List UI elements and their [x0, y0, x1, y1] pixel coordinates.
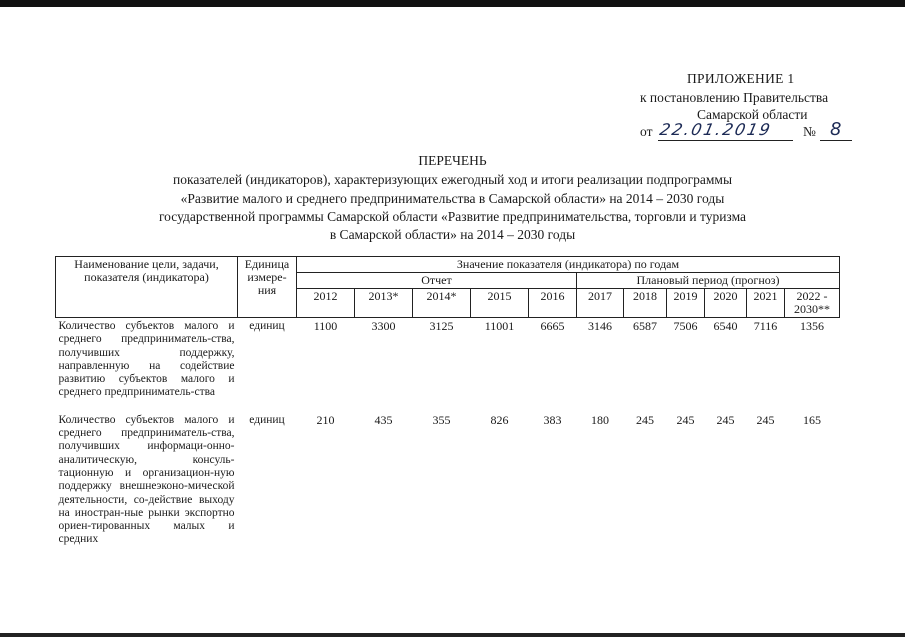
header-year: 2019 — [667, 289, 705, 318]
document-subtitle-line-4: в Самарской области» на 2014 – 2030 годы — [329, 227, 576, 242]
indicator-value: 6587 — [633, 319, 657, 333]
header-unit: Единица измере-ния — [238, 257, 297, 318]
appendix-title: ПРИЛОЖЕНИЕ 1 — [687, 71, 795, 86]
header-year: 2022 - 2030** — [785, 289, 840, 318]
indicator-value: 7506 — [673, 319, 698, 333]
indicator-value: 180 — [591, 412, 609, 427]
header-report: Отчет — [297, 273, 577, 289]
header-year: 2016 — [529, 289, 577, 318]
header-year: 2017 — [577, 289, 624, 318]
scan-edge-bottom — [0, 633, 905, 637]
table-row — [56, 412, 840, 547]
row-spacer — [56, 400, 840, 412]
indicator-unit: единиц — [249, 320, 285, 332]
header-year: 2013* — [355, 289, 413, 318]
indicator-value: 245 — [756, 412, 775, 427]
header-year: 2015 — [471, 289, 529, 318]
header-year: 2012 — [297, 289, 355, 318]
document-title: ПЕРЕЧЕНЬ — [418, 153, 487, 168]
indicator-value: 3300 — [371, 319, 396, 333]
appendix-region-line: Самарской области — [697, 107, 808, 122]
indicator-unit: единиц — [249, 413, 285, 426]
indicators-table — [55, 256, 840, 547]
indicator-value: 355 — [432, 412, 451, 427]
appendix-resolution-line: к постановлению Правительства — [640, 90, 829, 105]
indicator-value: 245 — [636, 412, 654, 427]
indicator-value: 245 — [716, 412, 735, 427]
header-year: 2021 — [747, 289, 785, 318]
indicator-value: 165 — [803, 412, 821, 427]
indicator-value: 245 — [676, 412, 695, 427]
indicator-value: 826 — [490, 412, 509, 427]
header-indicator-name: Наименование цели, задачи, показателя (индикатора) — [56, 257, 238, 318]
indicator-value: 11001 — [484, 319, 515, 333]
header-year: 2018 — [624, 289, 667, 318]
handwritten-number: 8 — [830, 119, 842, 140]
document-subtitle-line-2: «Развитие малого и среднего предпринимательства в Самарской области» на 2014 – 2030 годы — [180, 191, 725, 206]
indicator-value: 6665 — [540, 319, 565, 333]
table-row — [56, 318, 840, 400]
date-underline — [658, 140, 793, 141]
handwritten-date: 22.01.2019 — [657, 120, 774, 139]
indicator-value: 1100 — [313, 319, 338, 333]
document-subtitle-line-1: показателей (индикаторов), характеризующих ежегодный ход и итоги реализации подпрограммы — [172, 172, 733, 187]
indicator-value: 3125 — [429, 319, 454, 333]
indicator-name: Количество субъектов малого и среднего предприниматель-ства, получивших поддержку, направленную на содействие развитию субъектов малого и среднего предприниматель-ства — [58, 320, 235, 399]
document-subtitle-line-3: государственной программы Самарской области «Развитие предпринимательства, торговли и туризма — [158, 209, 747, 224]
indicator-value: 6540 — [713, 319, 738, 333]
header-year: 2020 — [705, 289, 747, 318]
header-year: 2014* — [413, 289, 471, 318]
header-plan-period: Плановый период (прогноз) — [577, 273, 840, 289]
header-values-by-year: Значение показателя (индикатора) по годам — [297, 257, 840, 273]
indicator-name: Количество субъектов малого и среднего предприниматель-ства, получивших информаци-онно-аналитическую, консуль-тационную и организацион-ную поддержку внешнеэконо-мической деятельности, со-действие выходу на иностран-ные рынки экспортно ориен-тированных малых и средних — [58, 413, 235, 546]
scan-edge-top — [0, 0, 905, 7]
number-prefix: № — [803, 124, 816, 139]
indicator-value: 383 — [543, 412, 562, 427]
indicator-value: 435 — [374, 412, 393, 427]
indicator-value: 1356 — [800, 319, 824, 333]
number-underline — [820, 140, 852, 141]
appendix-date-number-row — [640, 119, 855, 146]
date-prefix: от — [640, 124, 653, 139]
indicator-value: 7116 — [753, 319, 778, 333]
indicator-value: 210 — [316, 412, 335, 427]
indicator-value: 3146 — [588, 319, 612, 333]
